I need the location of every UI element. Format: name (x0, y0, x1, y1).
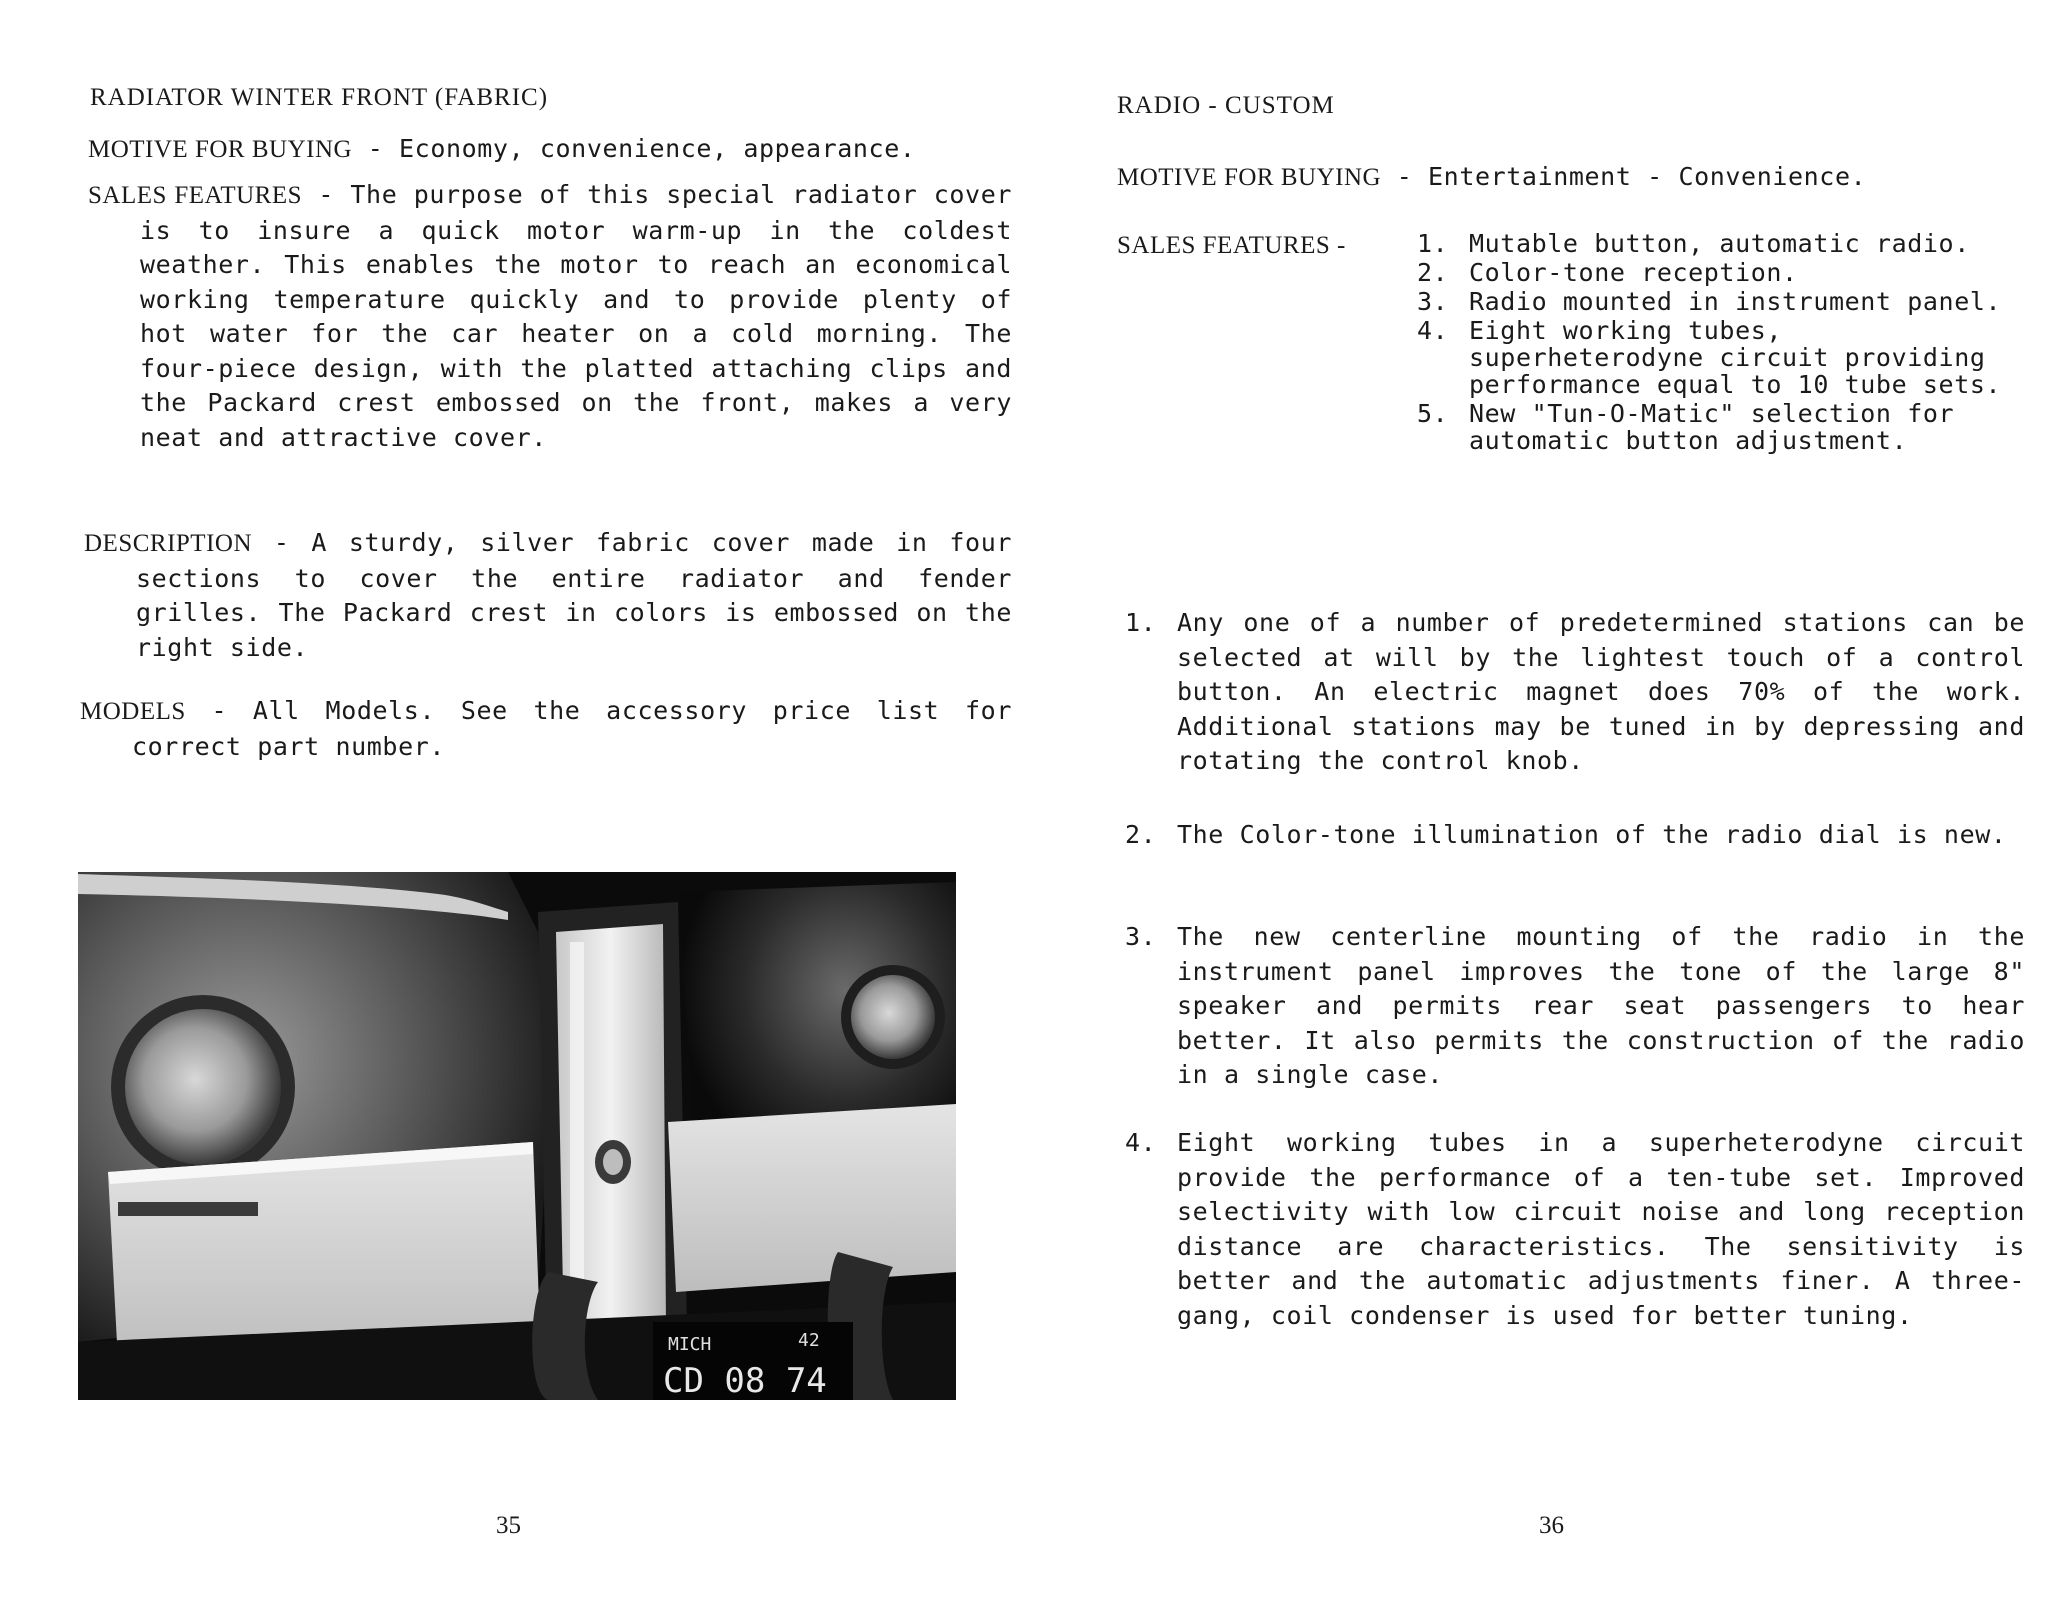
sales-text: - The purpose of this special radiator cover is to insure a quick motor warm-up in the coldest weather. This enables the motor to reach an economical working temperature quickly and to provide plenty of hot water for the car heater on a cold morning. The four-piece design, with the platted attaching clips and the Packard crest embossed on the front, makes a very neat and attractive cover. (140, 180, 1013, 452)
page-number-left: 35 (496, 1512, 521, 1539)
motive-label: MOTIVE FOR BUYING (88, 136, 353, 163)
models-label: MODELS (80, 698, 186, 725)
sales-label: SALES FEATURES - (1117, 232, 1346, 259)
paragraph-4: 4. Eight working tubes in a superheterodyne circuit provide the performance of a ten-tube set. Improved selectivity with low circuit noise and long reception distance are characteristics. The sensitivity is better and the automatic adjustments finer. A three-gang, coil condenser is used for better tuning. (1125, 1128, 2025, 1330)
plate-year: 42 (798, 1330, 820, 1351)
list-item: 2. Color-tone reception. (1417, 258, 1798, 287)
car-photo (78, 872, 956, 1400)
paragraph-2: 2. The Color-tone illumination of the radio dial is new. (1125, 820, 2007, 849)
description-section (84, 526, 1012, 665)
car-front-illustration (78, 872, 956, 1400)
motive-label: MOTIVE FOR BUYING (1117, 164, 1382, 191)
page-title: RADIO - CUSTOM (1117, 92, 1335, 119)
description-label: DESCRIPTION (84, 530, 253, 557)
page-number-right: 36 (1539, 1512, 1564, 1539)
description-text: - A sturdy, silver fabric cover made in four sections to cover the entire radiator and fender grilles. The Packard crest in colors is embossed on the right side. (136, 528, 1013, 662)
motive-section (88, 132, 1012, 168)
sales-section (88, 178, 1012, 455)
paragraph-1: 1. Any one of a number of predetermined stations can be selected at will by the lightest touch of a control button. An electric magnet does 70% of the work. Additional stations may be tuned in by depressing and rotating the control knob. (1125, 608, 2025, 775)
paragraph-3: 3. The new centerline mounting of the radio in the instrument panel improves the tone of the large 8" speaker and permits rear seat passengers to hear better. It also permits the construction of the radio in a single case. (1125, 922, 2025, 1089)
motive-section (1117, 160, 1997, 196)
page-title: RADIATOR WINTER FRONT (FABRIC) (90, 84, 549, 111)
list-item: 5. New "Tun-O-Matic" selection for automatic button adjustment. (1417, 399, 1955, 455)
models-text: - All Models. See the accessory price list for correct part number. (132, 696, 1012, 761)
plate-state: MICH (668, 1334, 712, 1355)
right-fender-cover (668, 1104, 956, 1292)
motive-text: - Entertainment - Convenience. (1396, 162, 1867, 191)
right-headlamp (851, 975, 935, 1059)
plate-number: CD 08 74 (663, 1361, 827, 1400)
left-headlamp (125, 1009, 281, 1165)
models-section (80, 694, 1012, 764)
list-item: 3. Radio mounted in instrument panel. (1417, 287, 2002, 316)
list-item: 4. Eight working tubes, superheterodyne circuit providing performance equal to 10 tube sets. (1417, 316, 2002, 399)
left-page (0, 0, 1027, 1600)
features-list (1417, 230, 2007, 456)
list-item: 1. Mutable button, automatic radio. (1417, 229, 1970, 258)
sales-label: SALES FEATURES (88, 182, 302, 209)
motive-text: - Economy, convenience, appearance. (367, 134, 916, 163)
right-page (1027, 0, 2055, 1600)
